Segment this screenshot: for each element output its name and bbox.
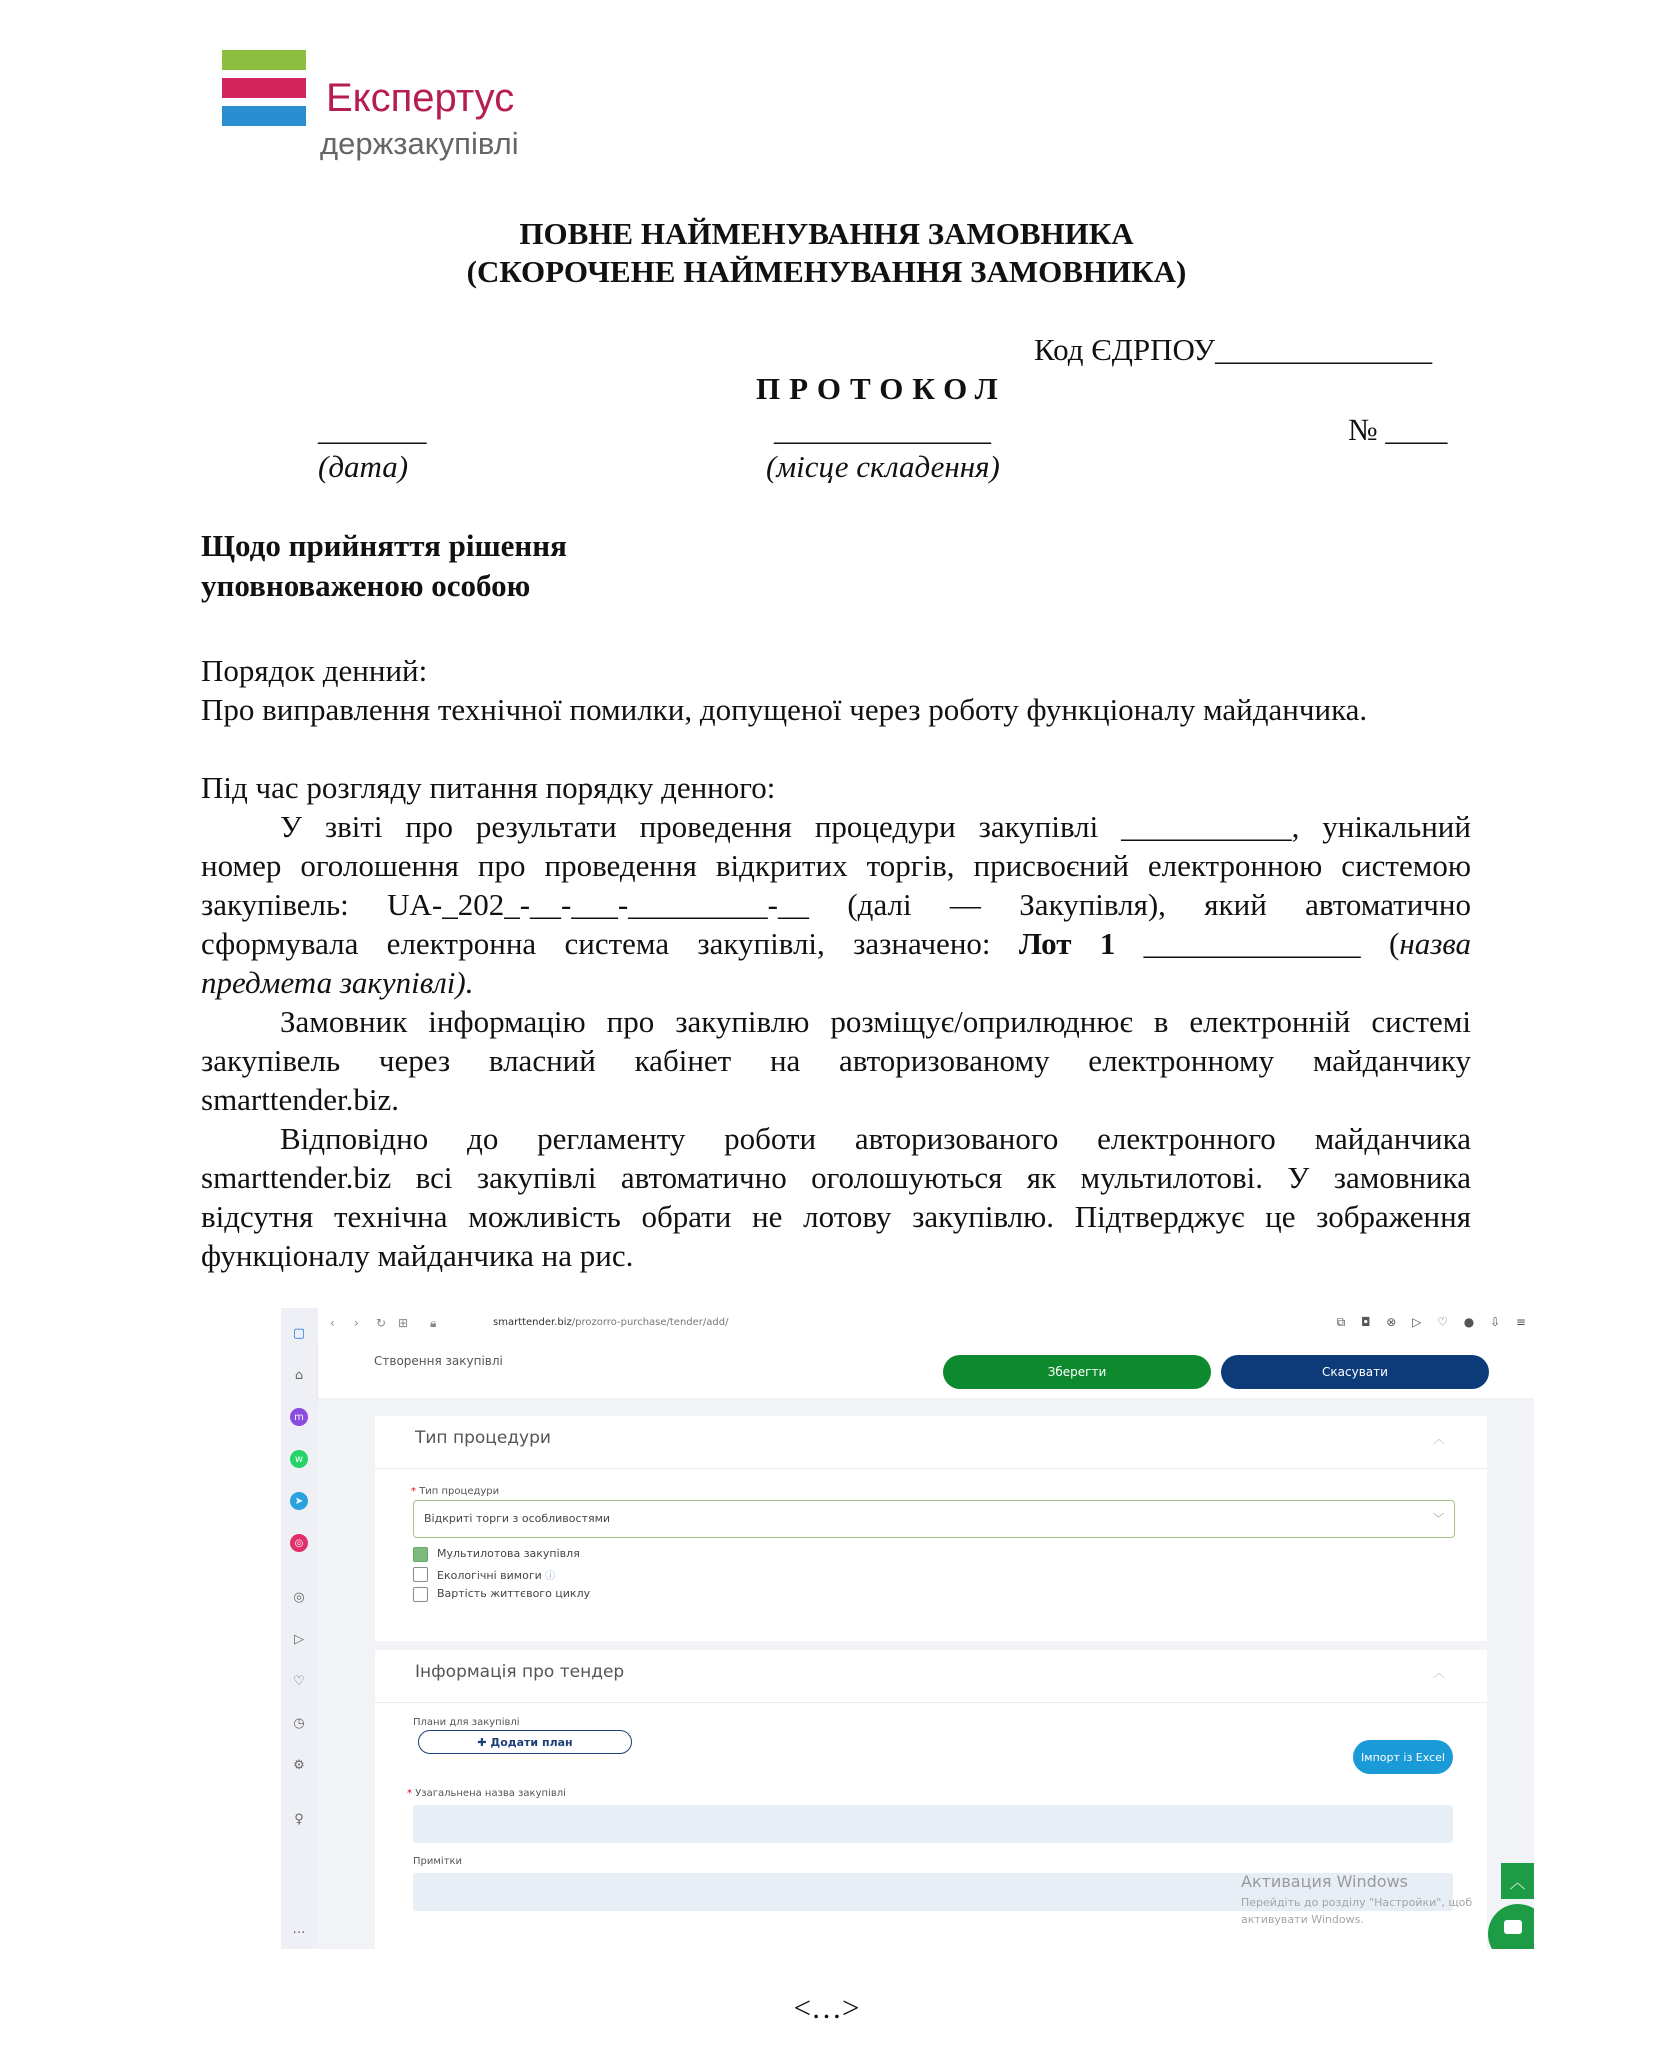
instagram-icon[interactable]: ◎ bbox=[290, 1534, 308, 1552]
save-button[interactable]: Зберегти bbox=[943, 1355, 1211, 1389]
protocol-number: № ____ bbox=[1348, 412, 1448, 447]
general-name-label: * Узагальнена назва закупівлі bbox=[407, 1788, 566, 1799]
lot-label: Лот 1 bbox=[1018, 926, 1116, 961]
paragraph-regulation bbox=[201, 1119, 1471, 1275]
url-text[interactable]: smarttender.biz/prozorro-purchase/tender/add/ bbox=[493, 1317, 729, 1328]
discussion-intro: Під час розгляду питання порядку денного: bbox=[201, 770, 776, 805]
multilot-label: Мультилотова закупівля bbox=[437, 1547, 580, 1560]
paragraph-report bbox=[201, 807, 1471, 1002]
lock-icon: 🔒︎ bbox=[430, 1316, 437, 1330]
date-blank: _______ bbox=[318, 412, 427, 447]
procedure-card bbox=[375, 1416, 1487, 1641]
eco-checkbox[interactable] bbox=[413, 1567, 428, 1582]
history-icon[interactable]: ◷ bbox=[293, 1715, 305, 1731]
logo-stripe-pink bbox=[222, 78, 306, 98]
reload-icon[interactable]: ↻ bbox=[376, 1316, 387, 1330]
heart-icon[interactable]: ♡ bbox=[293, 1673, 305, 1689]
cancel-button[interactable]: Скасувати bbox=[1221, 1355, 1489, 1389]
omission-marker: <…> bbox=[793, 1990, 860, 2025]
messenger-icon[interactable]: m bbox=[290, 1408, 308, 1426]
app-header bbox=[318, 1338, 1534, 1398]
p1-line-5: предмета закупівлі). bbox=[201, 965, 474, 1000]
settings-icon[interactable]: ⚙ bbox=[293, 1757, 305, 1773]
p3-line-3: відсутня технічна можливість обрати не лотову закупівлю. Підтверджує це зображення bbox=[201, 1199, 1471, 1234]
p3-line-2: smarttender.biz всі закупівлі автоматично оголошуються як мультилотові. У замовника bbox=[201, 1160, 1471, 1195]
edrpou-code: Код ЄДРПОУ______________ bbox=[1034, 332, 1433, 367]
chevron-down-icon: ﹀ bbox=[1433, 1512, 1444, 1525]
subject-line-2: уповноваженою особою bbox=[201, 568, 531, 603]
logo-stripe-green bbox=[222, 50, 306, 70]
tabs-icon[interactable]: ⊞ bbox=[398, 1316, 409, 1330]
logo-stripe-blue bbox=[222, 106, 306, 126]
place-blank: ______________ bbox=[774, 412, 991, 447]
info-icon[interactable]: ⓘ bbox=[545, 1571, 556, 1582]
lot-blank: ______________ ( bbox=[1143, 926, 1400, 961]
p1-line-4: сформувала електронна система закупівлі, зазначено: bbox=[201, 926, 991, 961]
plans-label: Плани для закупівлі bbox=[413, 1717, 520, 1728]
date-label: (дата) bbox=[318, 449, 409, 484]
agenda-label: Порядок денний: bbox=[201, 653, 428, 688]
browser-sidebar bbox=[281, 1308, 318, 1949]
general-name-input[interactable] bbox=[413, 1805, 1453, 1843]
subject-line-1: Щодо прийняття рішення bbox=[201, 528, 567, 563]
add-plan-button[interactable]: ✚ Додати план bbox=[418, 1730, 632, 1754]
p2-line-2: закупівель через власний кабінет на авторизованому електронному майданчику bbox=[201, 1043, 1471, 1078]
p1-line-1: У звіті про результати проведення процедури закупівлі ___________, унікальний bbox=[280, 809, 1471, 844]
home-icon[interactable]: ▢ bbox=[292, 1325, 306, 1341]
p1-line-3: закупівель: UA-_202_-__-___-_________-__ (далі — Закупівля), який автоматично bbox=[201, 887, 1471, 922]
section-tender-title: Інформація про тендер bbox=[415, 1662, 625, 1682]
windows-activation-title: Активация Windows bbox=[1241, 1872, 1408, 1891]
agenda-text: Про виправлення технічної помилки, допущеної через роботу функціоналу майданчика. bbox=[201, 692, 1368, 727]
bulb-icon[interactable]: ♀ bbox=[294, 1811, 304, 1827]
forward-icon[interactable]: › bbox=[354, 1316, 359, 1330]
import-excel-button[interactable]: Імпорт із Excel bbox=[1353, 1740, 1453, 1774]
send-icon[interactable]: ▷ bbox=[294, 1631, 304, 1647]
whatsapp-icon[interactable]: w bbox=[290, 1450, 308, 1468]
customer-short-name: (СКОРОЧЕНЕ НАЙМЕНУВАННЯ ЗАМОВНИКА) bbox=[466, 254, 1187, 289]
lifecycle-checkbox[interactable] bbox=[413, 1587, 428, 1602]
telegram-icon[interactable]: ➤ bbox=[290, 1492, 308, 1510]
proc-type-select[interactable] bbox=[413, 1500, 1455, 1538]
scroll-up-button[interactable]: ︿ bbox=[1501, 1863, 1534, 1899]
proc-type-label: * Тип процедури bbox=[411, 1486, 500, 1497]
address-bar bbox=[318, 1308, 1534, 1339]
windows-activation-text: Перейдіть до розділу "Настройки", щоб активувати Windows. bbox=[1241, 1896, 1473, 1926]
back-icon[interactable]: ‹ bbox=[330, 1316, 335, 1330]
proc-type-value: Відкриті торги з особливостями bbox=[424, 1512, 611, 1525]
section-divider bbox=[375, 1702, 1487, 1703]
logo-subtitle: держзакупівлі bbox=[320, 126, 519, 161]
page-title: Створення закупівлі bbox=[374, 1354, 503, 1368]
p2-line-3: smarttender.biz. bbox=[201, 1082, 399, 1117]
house-icon[interactable]: ⌂ bbox=[294, 1367, 304, 1383]
lot-name-hint: назва bbox=[1399, 926, 1472, 961]
form-area bbox=[318, 1398, 1534, 1949]
platform-screenshot bbox=[281, 1308, 1534, 1949]
p3-line-4: функціоналу майданчика на рис. bbox=[201, 1238, 634, 1273]
p2-line-1: Замовник інформацію про закупівлю розміщує/оприлюднює в електронній системі bbox=[280, 1004, 1471, 1039]
eco-label-wrap: Екологічні вимоги ⓘ bbox=[437, 1569, 556, 1582]
section-procedure-title: Тип процедури bbox=[415, 1428, 551, 1448]
circle-icon[interactable]: ◎ bbox=[293, 1589, 305, 1605]
paragraph-customer-info bbox=[201, 1002, 1471, 1119]
p1-line-2: номер оголошення про проведення відкритих торгів, присвоєний електронною системою bbox=[201, 848, 1471, 883]
multilot-checkbox[interactable] bbox=[413, 1547, 428, 1562]
p3-line-1: Відповідно до регламенту роботи авторизованого електронного майданчика bbox=[280, 1121, 1471, 1156]
chevron-up-icon[interactable]: ︿ bbox=[1432, 1432, 1445, 1446]
toolbar-icons[interactable]: ⧉ ◘ ⊗ ▷ ♡ ● ⇩ ≡ bbox=[1336, 1315, 1532, 1329]
more-icon[interactable]: … bbox=[292, 1921, 306, 1937]
section-divider bbox=[375, 1468, 1487, 1469]
chevron-up-icon[interactable]: ︿ bbox=[1432, 1666, 1445, 1680]
place-label: (місце складення) bbox=[766, 449, 1000, 484]
lifecycle-label: Вартість життєвого циклу bbox=[437, 1587, 591, 1600]
notes-label: Примітки bbox=[413, 1856, 463, 1867]
protocol-title: ПРОТОКОЛ bbox=[756, 371, 1007, 406]
logo-name: Експертус bbox=[326, 76, 515, 120]
customer-full-name: ПОВНЕ НАЙМЕНУВАННЯ ЗАМОВНИКА bbox=[519, 216, 1134, 251]
chat-icon bbox=[1504, 1920, 1522, 1934]
